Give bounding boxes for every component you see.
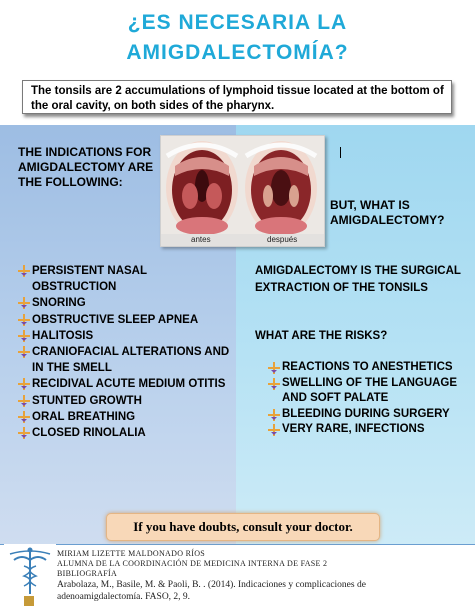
risk-item	[268, 360, 468, 376]
indication-item-text: PERSISTENT NASAL OBSTRUCTION	[32, 265, 147, 294]
arrow-plus-bullet-icon	[18, 330, 30, 342]
risk-item	[268, 422, 468, 438]
indication-item	[18, 263, 233, 295]
footer-reference-line-2: adenoamigdalectomía. FASO, 2, 9.	[57, 592, 191, 602]
indication-item-text: CRANIOFACIAL ALTERATIONS AND IN THE SMELL	[32, 346, 230, 375]
risks-heading: WHAT ARE THE RISKS?	[255, 330, 388, 342]
risk-item-text: REACTIONS TO ANESTHETICS	[282, 361, 453, 373]
arrow-plus-bullet-icon	[268, 409, 280, 421]
text-cursor	[340, 147, 341, 158]
content-panel	[0, 125, 475, 545]
indications-heading: THE INDICATIONS FOR AMIGDALECTOMY ARE THE FOLLOWING:	[18, 145, 154, 189]
arrow-plus-bullet-icon	[18, 378, 30, 390]
indication-item-text: ORAL BREATHING	[32, 410, 136, 423]
intro-box: The tonsils are 2 accumulations of lymphoid tissue located at the bottom of the oral cavity, on both sides of the pharynx.	[22, 80, 452, 114]
arrow-plus-bullet-icon	[268, 362, 280, 374]
indication-item	[18, 409, 233, 425]
arrow-plus-bullet-icon	[18, 395, 30, 407]
footer-bibliography-label: BIBLIOGRAFÍA	[57, 569, 118, 578]
arrow-plus-bullet-icon	[18, 346, 30, 358]
indication-item-text: CLOSED RINOLALIA	[32, 427, 146, 440]
arrow-plus-bullet-icon	[268, 424, 280, 436]
footer-credits	[57, 549, 472, 603]
indication-item-text: OBSTRUCTIVE SLEEP APNEA	[32, 313, 199, 326]
institution-emblem-icon	[24, 596, 34, 606]
consult-doctor-callout: If you have doubts, consult your doctor.	[106, 513, 380, 541]
risk-item-text: SWELLING OF THE LANGUAGE AND SOFT PALATE	[282, 376, 458, 404]
indication-item	[18, 376, 233, 392]
caduceus-logo-icon	[4, 544, 56, 600]
definition-question: BUT, WHAT IS AMIGDALECTOMY?	[330, 198, 445, 227]
risks-list	[268, 360, 468, 438]
arrow-plus-bullet-icon	[18, 265, 30, 277]
caption-after: después	[267, 235, 298, 244]
risk-item-text: VERY RARE, INFECTIONS	[282, 423, 425, 435]
footer-reference-line-1: Arabolaza, M., Basile, M. & Paoli, B. . (2014). Indicaciones y complicaciones de	[57, 580, 366, 590]
definition-text: AMIGDALECTOMY IS THE SURGICAL EXTRACTION OF THE TONSILS	[255, 265, 461, 294]
indication-item	[18, 425, 233, 441]
indication-item-text: RECIDIVAL ACUTE MEDIUM OTITIS	[32, 378, 226, 391]
page-title	[0, 8, 475, 68]
indication-item	[18, 393, 233, 409]
arrow-plus-bullet-icon	[268, 378, 280, 390]
risk-item	[268, 407, 468, 423]
risk-item	[268, 376, 468, 407]
arrow-plus-bullet-icon	[18, 411, 30, 423]
title-line-1: ¿ES NECESARIA LA	[127, 11, 348, 34]
tonsils-photo	[160, 135, 325, 247]
indication-item-text: SNORING	[32, 297, 86, 310]
arrow-plus-bullet-icon	[18, 427, 30, 439]
title-line-2: AMIGDALECTOMÍA?	[126, 41, 349, 64]
indications-list	[18, 263, 233, 441]
footer-role: ALUMNA DE LA COORDINACIÓN DE MEDICINA INTERNA DE FASE 2	[57, 559, 328, 568]
indication-item	[18, 295, 233, 311]
arrow-plus-bullet-icon	[18, 297, 30, 309]
indication-item	[18, 312, 233, 328]
footer-author: MIRIAM LIZETTE MALDONADO RÍOS	[57, 549, 206, 558]
indication-item-text: HALITOSIS	[32, 329, 94, 342]
risk-item-text: BLEEDING DURING SURGERY	[282, 407, 450, 420]
indication-item	[18, 344, 233, 376]
tonsils-illustration	[161, 136, 324, 246]
indication-item-text: STUNTED GROWTH	[32, 394, 142, 407]
caption-before: antes	[191, 235, 211, 244]
arrow-plus-bullet-icon	[18, 314, 30, 326]
indication-item	[18, 328, 233, 344]
